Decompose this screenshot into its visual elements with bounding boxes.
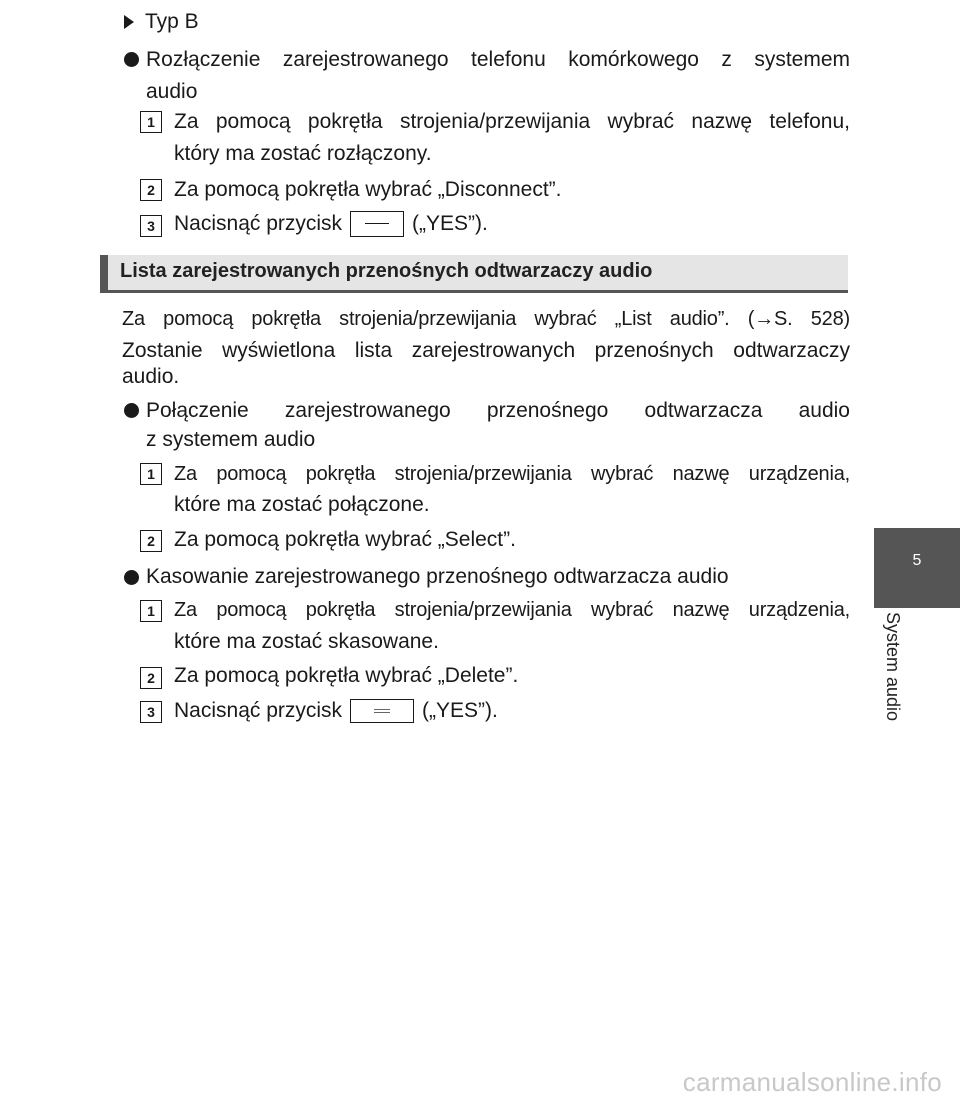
block3-step1-line2: które ma zostać skasowane. <box>174 630 439 653</box>
block2-step2: Za pomocą pokrętła wybrać „Select”. <box>174 528 516 551</box>
block3-step3-post: („YES”). <box>422 699 498 722</box>
step-number: 1 <box>140 111 162 133</box>
step-number: 2 <box>140 179 162 201</box>
block3-title: Kasowanie zarejestrowanego przenośnego odtwarzacza audio <box>146 565 729 588</box>
section-label: Typ B <box>145 10 199 33</box>
block1-step1-line1: Za pomocą pokrętła strojenia/przewijania wybrać nazwę telefonu, <box>174 110 850 133</box>
block1-step3 <box>174 208 488 240</box>
chapter-tab <box>874 528 960 608</box>
block2-step1-line2: które ma zostać połączone. <box>174 493 430 516</box>
block1-step1-line2: który ma zostać rozłączony. <box>174 142 432 165</box>
chapter-number: 5 <box>912 552 922 569</box>
chapter-label-text: System audio <box>883 612 903 722</box>
bullet-icon <box>124 570 139 585</box>
block1-step3-post: („YES”). <box>412 212 488 235</box>
block1-step3-pre: Nacisnąć przycisk <box>174 212 343 235</box>
button-icon <box>350 211 404 237</box>
intro-line2: Zostanie wyświetlona lista zarejestrowanych przenośnych odtwarzaczy <box>122 339 850 362</box>
section-heading <box>100 255 848 293</box>
intro-line1: Za pomocą pokrętła strojenia/przewijania wybrać „List audio”. (→S. 528) <box>122 308 850 330</box>
watermark: carmanualsonline.info <box>682 1067 942 1097</box>
block3-step1-line1: Za pomocą pokrętła strojenia/przewijania wybrać nazwę urządzenia, <box>174 599 850 621</box>
button-icon <box>350 699 414 723</box>
chapter-label <box>870 612 910 762</box>
block3-step2: Za pomocą pokrętła wybrać „Delete”. <box>174 664 519 687</box>
step-number: 2 <box>140 667 162 689</box>
step-number: 1 <box>140 463 162 485</box>
block1-step2: Za pomocą pokrętła wybrać „Disconnect”. <box>174 178 562 201</box>
step-number: 3 <box>140 215 162 237</box>
block2-step1-line1: Za pomocą pokrętła strojenia/przewijania wybrać nazwę urządzenia, <box>174 463 850 485</box>
bullet-icon <box>124 52 139 67</box>
triangle-arrow-icon <box>124 15 134 29</box>
block2-title-line1: Połączenie zarejestrowanego przenośnego odtwarzacza audio <box>146 399 850 422</box>
block2-title-line2: z systemem audio <box>146 428 316 451</box>
section-heading-text: Lista zarejestrowanych przenośnych odtwarzaczy audio <box>120 260 653 282</box>
block1-title-line1: Rozłączenie zarejestrowanego telefonu komórkowego z systemem <box>146 48 850 71</box>
step-number: 2 <box>140 530 162 552</box>
intro-line3: audio. <box>122 365 180 388</box>
step-number: 3 <box>140 701 162 723</box>
step-number: 1 <box>140 600 162 622</box>
block3-step3-pre: Nacisnąć przycisk <box>174 699 343 722</box>
block1-title-line2: audio <box>146 80 198 103</box>
block3-step3 <box>174 695 498 727</box>
bullet-icon <box>124 403 139 418</box>
